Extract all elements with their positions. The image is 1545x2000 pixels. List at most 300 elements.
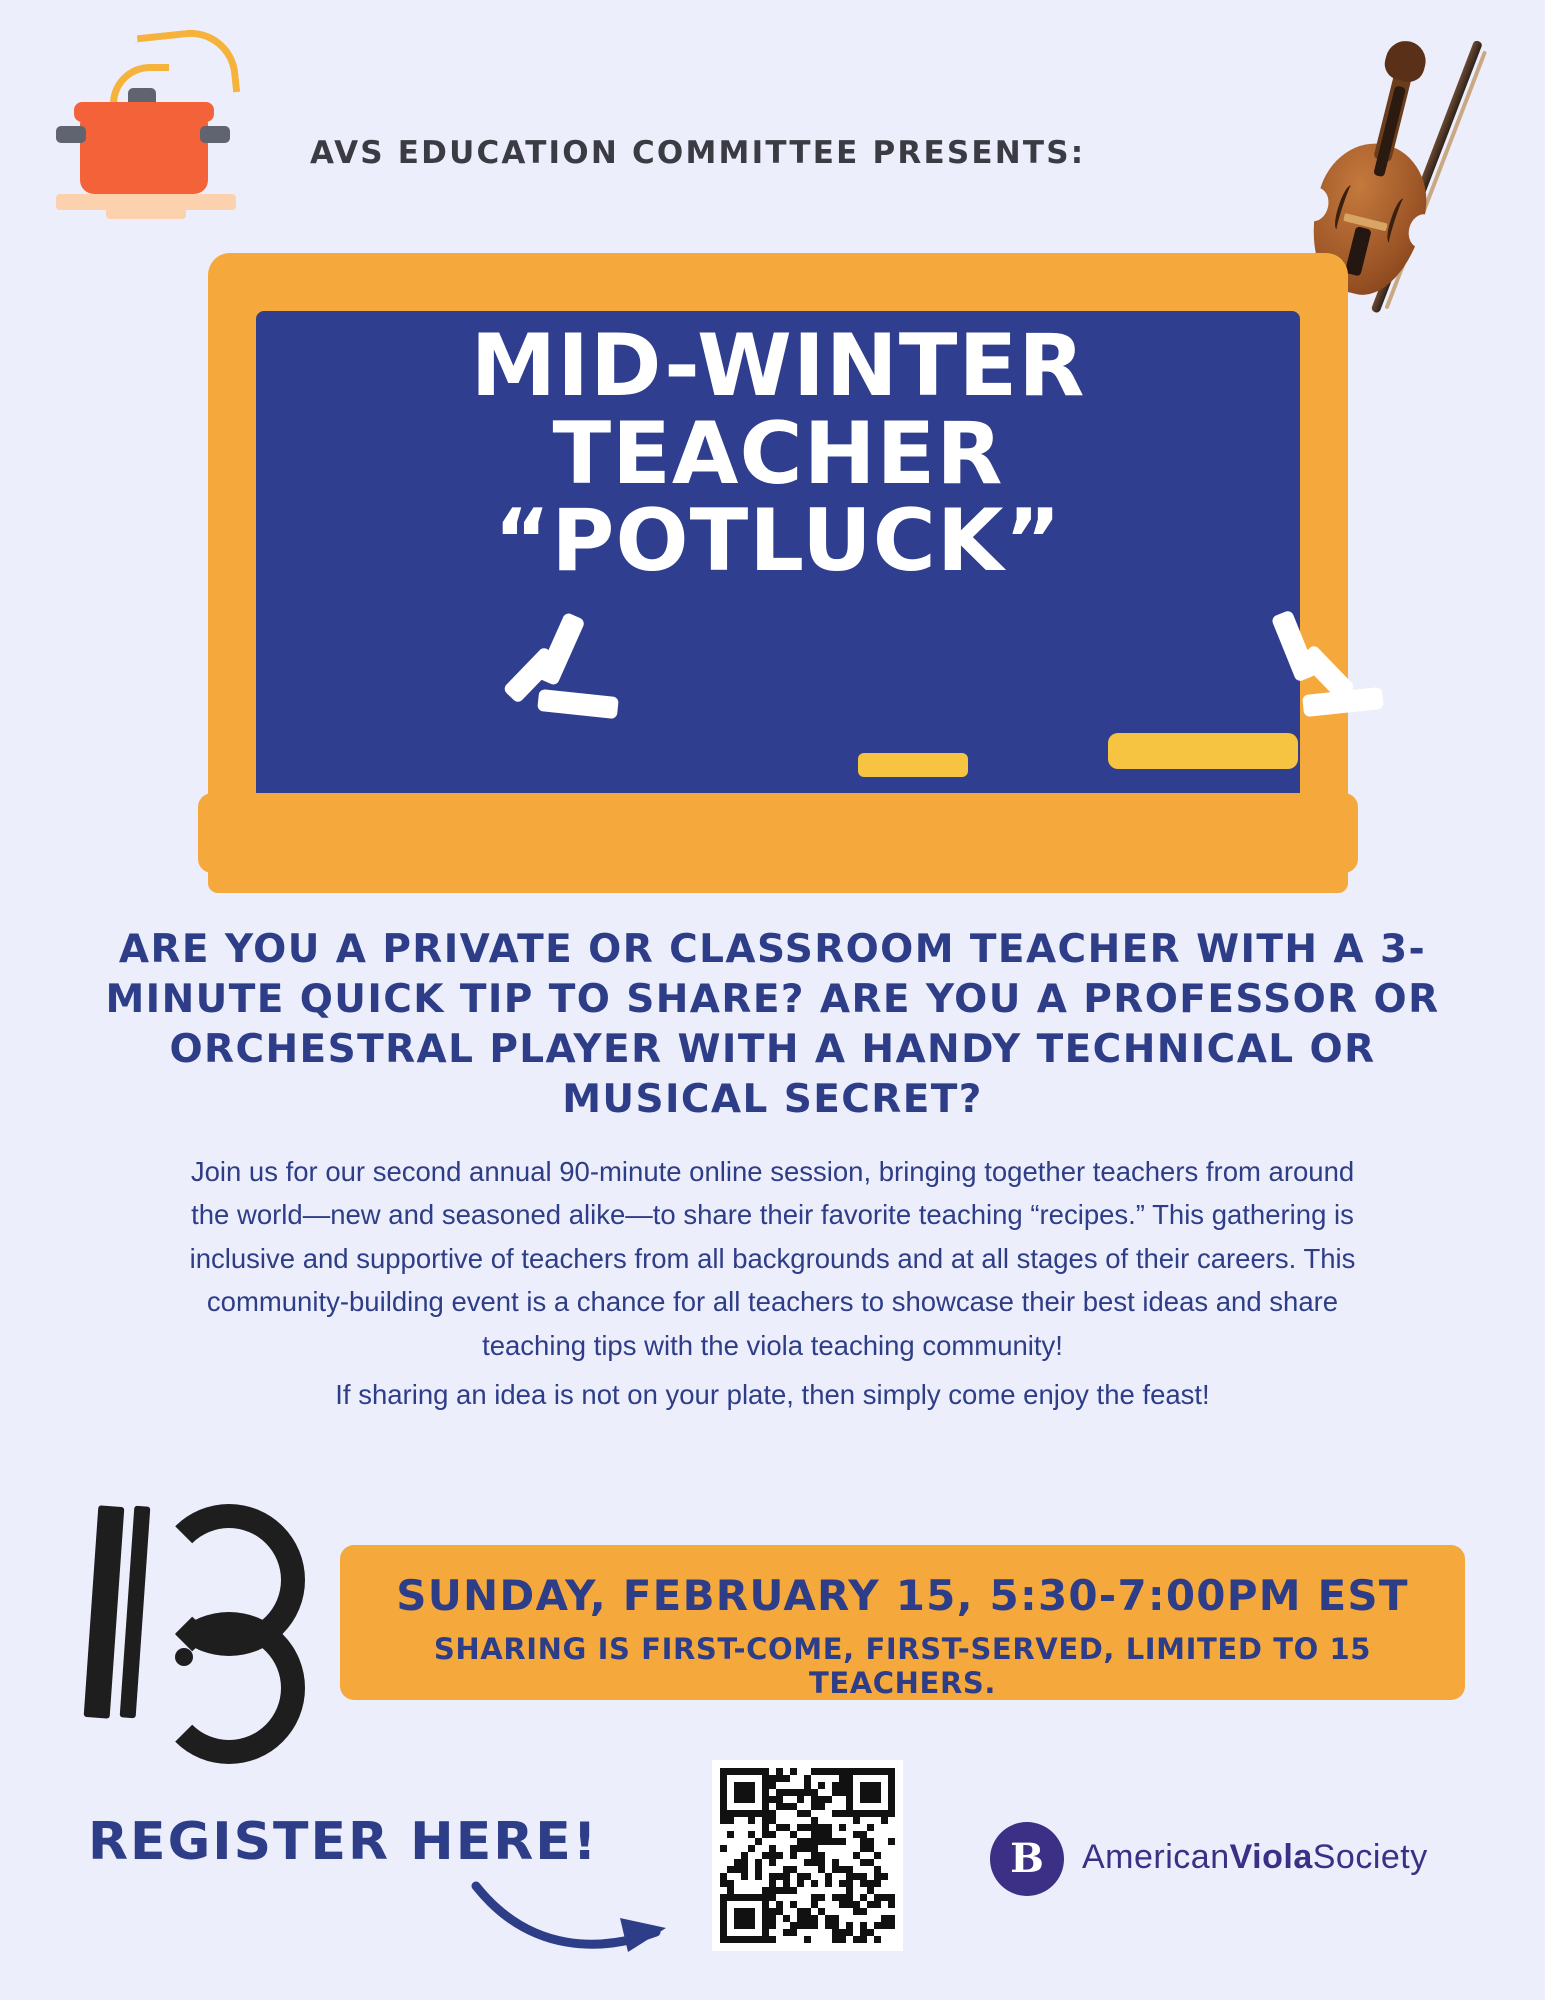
qr-module	[762, 1838, 769, 1845]
qr-module	[874, 1789, 881, 1796]
qr-module	[846, 1936, 853, 1943]
qr-module	[797, 1817, 804, 1824]
qr-module	[783, 1880, 790, 1887]
qr-module	[783, 1936, 790, 1943]
qr-module	[839, 1831, 846, 1838]
qr-module	[874, 1817, 881, 1824]
qr-module	[832, 1922, 839, 1929]
qr-module	[888, 1894, 895, 1901]
qr-module	[755, 1775, 762, 1782]
qr-module	[720, 1845, 727, 1852]
qr-module	[783, 1915, 790, 1922]
qr-module	[832, 1775, 839, 1782]
qr-module	[874, 1768, 881, 1775]
qr-module	[839, 1768, 846, 1775]
qr-module	[860, 1831, 867, 1838]
qr-module	[727, 1838, 734, 1845]
qr-module	[881, 1782, 888, 1789]
qr-code[interactable]	[712, 1760, 903, 1951]
qr-module	[804, 1838, 811, 1845]
event-signup-note: SHARING IS FIRST-COME, FIRST-SERVED, LIMITED TO 15 TEACHERS.	[433, 1632, 1372, 1700]
qr-module	[727, 1803, 734, 1810]
qr-module	[755, 1873, 762, 1880]
qr-module	[755, 1782, 762, 1789]
qr-module	[790, 1894, 797, 1901]
qr-module	[846, 1922, 853, 1929]
qr-module	[811, 1915, 818, 1922]
qr-module	[853, 1908, 860, 1915]
qr-module	[748, 1803, 755, 1810]
qr-module	[818, 1824, 825, 1831]
qr-module	[860, 1789, 867, 1796]
qr-module	[860, 1852, 867, 1859]
qr-module	[811, 1852, 818, 1859]
qr-module	[790, 1810, 797, 1817]
qr-module	[734, 1817, 741, 1824]
qr-module	[748, 1796, 755, 1803]
qr-module	[846, 1817, 853, 1824]
qr-module	[776, 1894, 783, 1901]
qr-module	[888, 1880, 895, 1887]
qr-module	[846, 1782, 853, 1789]
qr-module	[860, 1922, 867, 1929]
qr-module	[734, 1789, 741, 1796]
qr-module	[755, 1768, 762, 1775]
qr-module	[846, 1859, 853, 1866]
qr-module	[790, 1768, 797, 1775]
qr-module	[762, 1775, 769, 1782]
qr-module	[727, 1810, 734, 1817]
qr-module	[748, 1782, 755, 1789]
qr-module	[839, 1810, 846, 1817]
qr-module	[811, 1873, 818, 1880]
qr-module	[867, 1824, 874, 1831]
qr-module	[783, 1824, 790, 1831]
qr-module	[818, 1859, 825, 1866]
qr-module	[839, 1824, 846, 1831]
body-paragraph-1: Join us for our second annual 90-minute online session, bringing together teachers from around the world—new and seasoned alike—to share their favorite teaching “recipes.” This gathering is inclusive and supportive of teachers from all backgrounds and at all stages of their careers. This community-building event is a chance for all teachers to showcase their best ideas and share teaching tips with the viola teaching community!	[189, 1156, 1356, 1361]
qr-module	[818, 1796, 825, 1803]
qr-module	[797, 1768, 804, 1775]
qr-module	[832, 1873, 839, 1880]
qr-module	[832, 1803, 839, 1810]
qr-module	[783, 1922, 790, 1929]
qr-module	[741, 1908, 748, 1915]
qr-module	[811, 1803, 818, 1810]
qr-module	[748, 1922, 755, 1929]
qr-module	[888, 1824, 895, 1831]
qr-module	[727, 1775, 734, 1782]
qr-module	[860, 1796, 867, 1803]
qr-module	[720, 1817, 727, 1824]
qr-module	[860, 1803, 867, 1810]
qr-module	[790, 1915, 797, 1922]
qr-module	[720, 1922, 727, 1929]
qr-module	[832, 1810, 839, 1817]
qr-module	[881, 1796, 888, 1803]
qr-module	[804, 1768, 811, 1775]
qr-module	[839, 1852, 846, 1859]
qr-module	[825, 1866, 832, 1873]
qr-module	[720, 1796, 727, 1803]
qr-module	[755, 1894, 762, 1901]
qr-module	[748, 1810, 755, 1817]
qr-module	[881, 1852, 888, 1859]
qr-module	[720, 1908, 727, 1915]
qr-module	[748, 1929, 755, 1936]
qr-module	[776, 1817, 783, 1824]
alto-clef-icon	[75, 1500, 295, 1730]
qr-module	[720, 1782, 727, 1789]
qr-module	[720, 1929, 727, 1936]
qr-module	[769, 1873, 776, 1880]
qr-module	[867, 1887, 874, 1894]
qr-module	[769, 1824, 776, 1831]
qr-module	[734, 1845, 741, 1852]
qr-module	[769, 1922, 776, 1929]
qr-module	[790, 1845, 797, 1852]
qr-module	[846, 1887, 853, 1894]
qr-module	[888, 1866, 895, 1873]
qr-module	[804, 1915, 811, 1922]
qr-module	[888, 1936, 895, 1943]
qr-module	[818, 1775, 825, 1782]
qr-module	[748, 1894, 755, 1901]
qr-module	[867, 1768, 874, 1775]
qr-module	[804, 1803, 811, 1810]
qr-module	[783, 1873, 790, 1880]
qr-module	[853, 1824, 860, 1831]
qr-module	[755, 1866, 762, 1873]
qr-module	[846, 1915, 853, 1922]
qr-module	[881, 1824, 888, 1831]
qr-module	[734, 1908, 741, 1915]
qr-module	[741, 1915, 748, 1922]
qr-module	[720, 1915, 727, 1922]
qr-module	[811, 1824, 818, 1831]
qr-module	[727, 1845, 734, 1852]
qr-module	[741, 1880, 748, 1887]
qr-module	[818, 1845, 825, 1852]
qr-module	[776, 1775, 783, 1782]
qr-module	[727, 1768, 734, 1775]
qr-module	[853, 1873, 860, 1880]
qr-module	[804, 1859, 811, 1866]
qr-module	[867, 1838, 874, 1845]
qr-module	[769, 1852, 776, 1859]
qr-module	[888, 1873, 895, 1880]
qr-module	[741, 1824, 748, 1831]
qr-module	[783, 1859, 790, 1866]
avs-wordmark-viola: Viola	[1229, 1838, 1313, 1876]
qr-module	[846, 1796, 853, 1803]
qr-module	[734, 1887, 741, 1894]
qr-module	[818, 1873, 825, 1880]
clef-bar-thin	[120, 1506, 151, 1719]
qr-module	[811, 1908, 818, 1915]
qr-module	[727, 1915, 734, 1922]
qr-module	[811, 1894, 818, 1901]
qr-module	[762, 1915, 769, 1922]
qr-module	[776, 1915, 783, 1922]
qr-module	[790, 1775, 797, 1782]
qr-module	[790, 1782, 797, 1789]
qr-module	[839, 1887, 846, 1894]
qr-module	[727, 1866, 734, 1873]
qr-module	[860, 1908, 867, 1915]
qr-module	[825, 1803, 832, 1810]
qr-module	[888, 1803, 895, 1810]
qr-module	[804, 1922, 811, 1929]
qr-module	[762, 1824, 769, 1831]
qr-module	[762, 1880, 769, 1887]
avs-mark-glyph: B	[1010, 1835, 1044, 1882]
qr-module	[825, 1782, 832, 1789]
qr-module	[818, 1789, 825, 1796]
qr-module	[825, 1775, 832, 1782]
qr-module	[790, 1901, 797, 1908]
qr-module	[853, 1838, 860, 1845]
clef-bar-thick	[84, 1505, 125, 1718]
qr-module	[783, 1768, 790, 1775]
qr-module	[867, 1880, 874, 1887]
qr-module	[881, 1873, 888, 1880]
qr-module	[727, 1936, 734, 1943]
qr-module	[881, 1880, 888, 1887]
qr-module	[853, 1866, 860, 1873]
qr-module	[790, 1852, 797, 1859]
qr-module	[776, 1768, 783, 1775]
qr-module	[748, 1908, 755, 1915]
qr-module	[853, 1768, 860, 1775]
headline-question: ARE YOU A PRIVATE OR CLASSROOM TEACHER WITH A 3-MINUTE QUICK TIP TO SHARE? ARE YOU A PROFESSOR OR ORCHESTRAL PLAYER WITH A HANDY TECHNICAL OR MUSICAL SECRET?	[105, 927, 1440, 1122]
qr-module	[755, 1908, 762, 1915]
qr-module	[797, 1803, 804, 1810]
qr-module	[783, 1775, 790, 1782]
qr-module	[811, 1859, 818, 1866]
qr-module	[797, 1831, 804, 1838]
qr-module	[748, 1768, 755, 1775]
qr-module	[867, 1789, 874, 1796]
avs-wordmark	[1082, 1838, 1428, 1877]
qr-module	[839, 1859, 846, 1866]
qr-module	[867, 1936, 874, 1943]
qr-module	[762, 1831, 769, 1838]
qr-module	[818, 1866, 825, 1873]
chalk-stick-1	[858, 753, 968, 777]
qr-module	[762, 1873, 769, 1880]
qr-module	[734, 1880, 741, 1887]
qr-module	[839, 1775, 846, 1782]
qr-module	[720, 1803, 727, 1810]
qr-module	[734, 1775, 741, 1782]
qr-module	[853, 1859, 860, 1866]
qr-module	[741, 1866, 748, 1873]
qr-module	[881, 1817, 888, 1824]
qr-module	[776, 1908, 783, 1915]
qr-module	[790, 1866, 797, 1873]
qr-module	[825, 1789, 832, 1796]
qr-module	[881, 1866, 888, 1873]
qr-module	[755, 1824, 762, 1831]
qr-module	[874, 1845, 881, 1852]
qr-module	[860, 1887, 867, 1894]
event-title-line-3: “POTLUCK”	[493, 491, 1063, 592]
qr-module	[832, 1908, 839, 1915]
qr-module	[853, 1796, 860, 1803]
qr-module	[769, 1936, 776, 1943]
qr-module	[797, 1782, 804, 1789]
qr-module	[832, 1824, 839, 1831]
qr-module	[790, 1936, 797, 1943]
qr-module	[874, 1901, 881, 1908]
qr-module	[874, 1859, 881, 1866]
qr-module	[769, 1880, 776, 1887]
qr-module	[888, 1852, 895, 1859]
qr-module	[888, 1908, 895, 1915]
qr-module	[874, 1880, 881, 1887]
qr-module	[804, 1845, 811, 1852]
qr-module	[769, 1775, 776, 1782]
qr-module	[867, 1852, 874, 1859]
qr-module	[734, 1922, 741, 1929]
qr-module	[832, 1838, 839, 1845]
qr-module	[776, 1880, 783, 1887]
qr-module	[839, 1880, 846, 1887]
qr-module	[818, 1831, 825, 1838]
qr-module	[783, 1852, 790, 1859]
date-banner	[340, 1545, 1465, 1700]
qr-module	[769, 1908, 776, 1915]
qr-module	[825, 1838, 832, 1845]
qr-module	[741, 1831, 748, 1838]
qr-module	[762, 1810, 769, 1817]
qr-module	[734, 1873, 741, 1880]
qr-module	[832, 1859, 839, 1866]
qr-module	[720, 1810, 727, 1817]
qr-module	[783, 1831, 790, 1838]
qr-module	[748, 1901, 755, 1908]
qr-module	[720, 1894, 727, 1901]
qr-module	[818, 1915, 825, 1922]
qr-module	[720, 1789, 727, 1796]
qr-module	[874, 1894, 881, 1901]
qr-module	[846, 1831, 853, 1838]
qr-module	[727, 1901, 734, 1908]
qr-module	[874, 1922, 881, 1929]
event-title-line-1: MID-WINTER	[470, 316, 1086, 416]
qr-module	[867, 1775, 874, 1782]
qr-module	[783, 1838, 790, 1845]
qr-module	[825, 1852, 832, 1859]
qr-module	[853, 1887, 860, 1894]
qr-module	[881, 1775, 888, 1782]
qr-module	[797, 1810, 804, 1817]
qr-module	[755, 1915, 762, 1922]
qr-module	[769, 1782, 776, 1789]
qr-module	[741, 1845, 748, 1852]
qr-module	[776, 1873, 783, 1880]
qr-module	[832, 1936, 839, 1943]
qr-module	[741, 1922, 748, 1929]
qr-module	[783, 1796, 790, 1803]
qr-module	[776, 1901, 783, 1908]
qr-module	[881, 1894, 888, 1901]
qr-module	[734, 1901, 741, 1908]
qr-module	[867, 1866, 874, 1873]
qr-module	[720, 1852, 727, 1859]
qr-module	[727, 1852, 734, 1859]
qr-module	[734, 1894, 741, 1901]
qr-module	[860, 1936, 867, 1943]
qr-module	[867, 1796, 874, 1803]
qr-module	[734, 1803, 741, 1810]
qr-module	[874, 1831, 881, 1838]
qr-module	[846, 1768, 853, 1775]
qr-module	[853, 1901, 860, 1908]
qr-module	[888, 1922, 895, 1929]
qr-module	[783, 1782, 790, 1789]
qr-module	[846, 1866, 853, 1873]
qr-module	[762, 1901, 769, 1908]
qr-module	[741, 1838, 748, 1845]
violin-scroll	[1381, 37, 1429, 85]
qr-module	[727, 1817, 734, 1824]
qr-module	[762, 1845, 769, 1852]
event-datetime: SUNDAY, FEBRUARY 15, 5:30-7:00PM EST	[396, 1571, 1409, 1620]
qr-module	[720, 1901, 727, 1908]
qr-module	[867, 1859, 874, 1866]
qr-module	[853, 1810, 860, 1817]
qr-module	[755, 1796, 762, 1803]
qr-module	[874, 1796, 881, 1803]
clef-curve-bottom	[153, 1612, 305, 1764]
qr-module	[748, 1817, 755, 1824]
qr-module	[804, 1789, 811, 1796]
pot-handle-left	[56, 126, 86, 143]
pot-handle-right	[200, 126, 230, 143]
qr-module	[811, 1789, 818, 1796]
qr-module	[762, 1894, 769, 1901]
qr-module	[811, 1817, 818, 1824]
qr-module	[853, 1915, 860, 1922]
qr-module	[818, 1908, 825, 1915]
qr-module	[853, 1775, 860, 1782]
chalk-eraser	[1108, 733, 1298, 769]
qr-module	[734, 1782, 741, 1789]
qr-module	[804, 1824, 811, 1831]
qr-module	[776, 1859, 783, 1866]
qr-module	[797, 1796, 804, 1803]
qr-module	[776, 1936, 783, 1943]
qr-module	[846, 1803, 853, 1810]
qr-module	[825, 1887, 832, 1894]
qr-module	[881, 1908, 888, 1915]
qr-module	[881, 1922, 888, 1929]
qr-module	[727, 1831, 734, 1838]
qr-module	[839, 1894, 846, 1901]
qr-module	[853, 1880, 860, 1887]
qr-module	[727, 1908, 734, 1915]
qr-module	[804, 1810, 811, 1817]
qr-module	[727, 1796, 734, 1803]
qr-module	[874, 1852, 881, 1859]
qr-module	[839, 1803, 846, 1810]
qr-module	[853, 1831, 860, 1838]
qr-module	[846, 1824, 853, 1831]
qr-module	[804, 1929, 811, 1936]
qr-module	[832, 1782, 839, 1789]
